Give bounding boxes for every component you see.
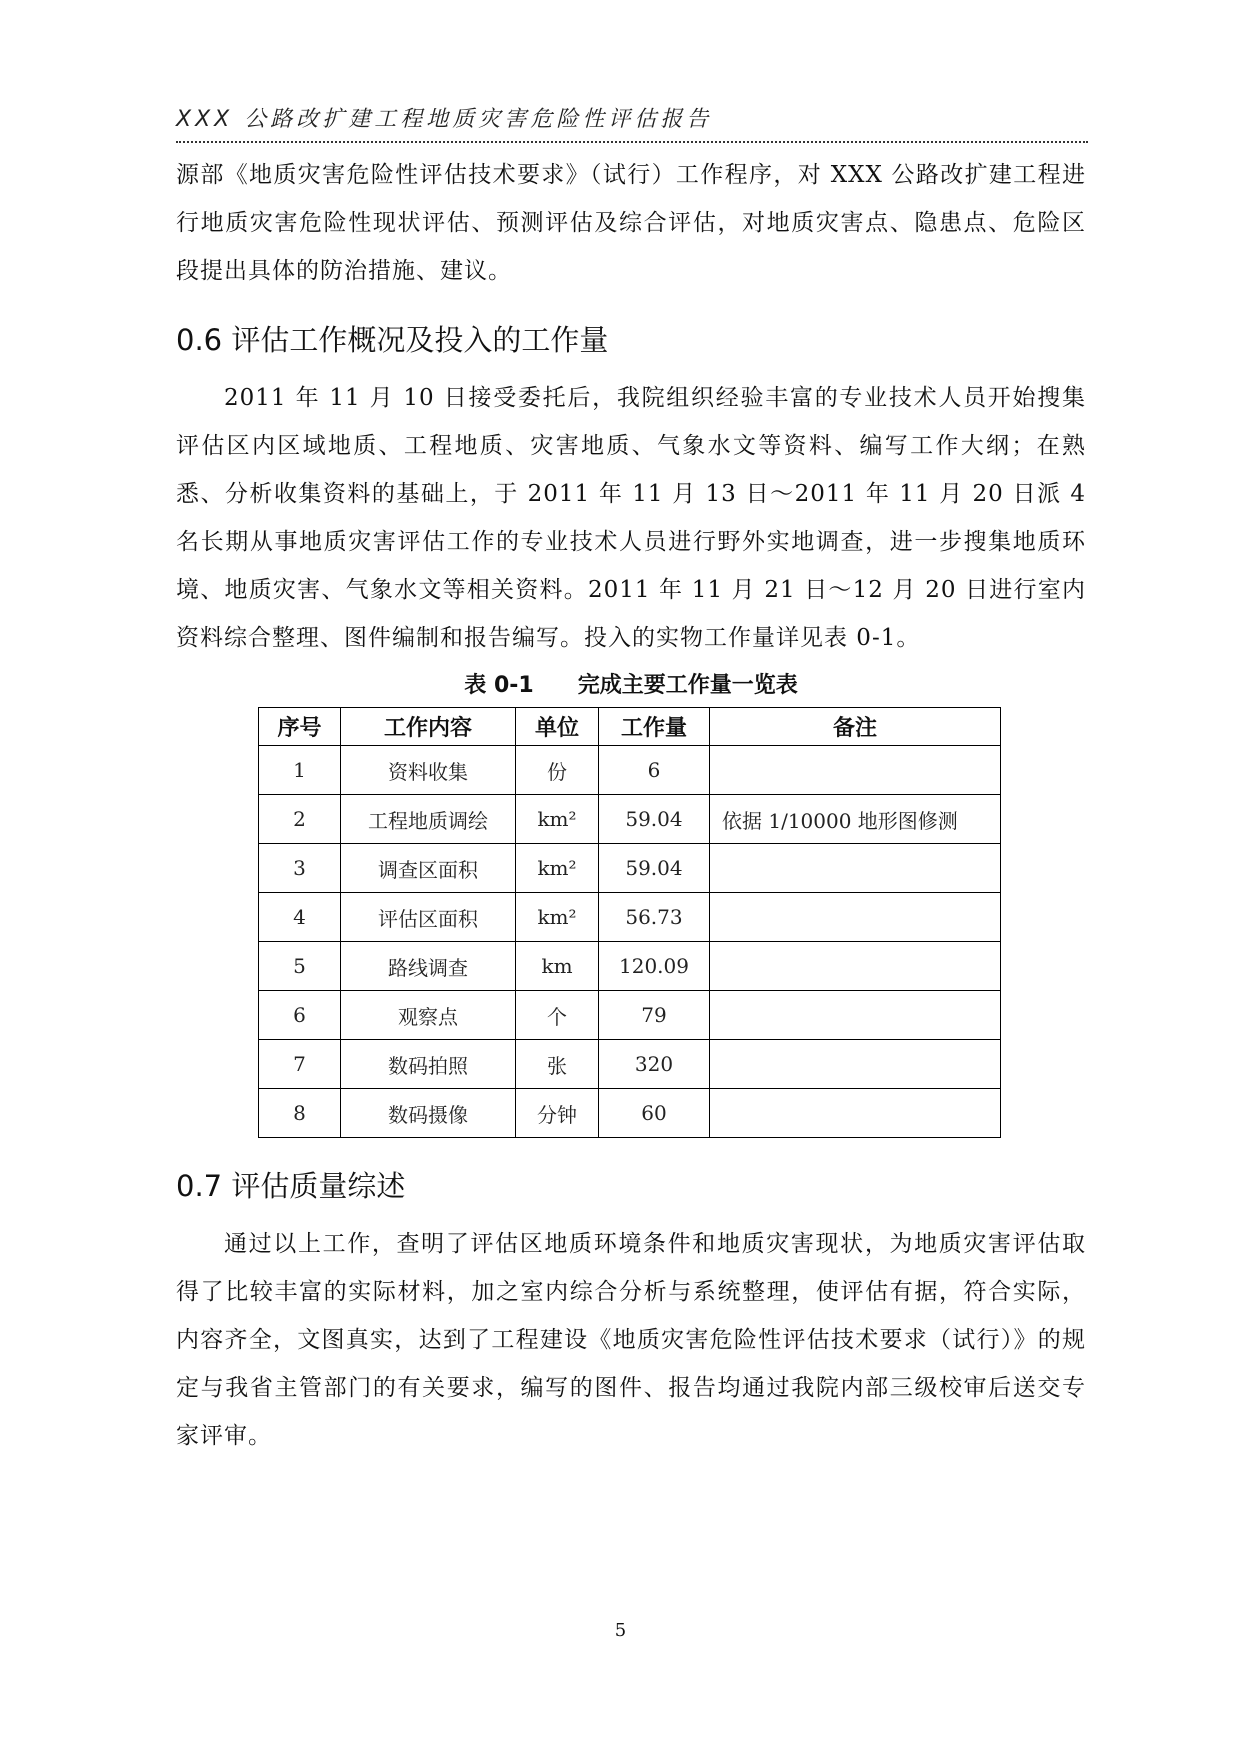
cell-index: 3 xyxy=(259,844,341,893)
table-row xyxy=(259,942,1001,991)
cell-remarks xyxy=(710,844,1001,893)
cell-content: 观察点 xyxy=(341,991,516,1040)
cell-content: 路线调查 xyxy=(341,942,516,991)
table-caption: 表 0-1 完成主要工作量一览表 xyxy=(464,673,798,698)
cell-index: 2 xyxy=(259,795,341,844)
cell-amount: 56.73 xyxy=(599,893,710,942)
cell-unit: 分钟 xyxy=(516,1089,599,1138)
cell-amount: 59.04 xyxy=(599,844,710,893)
cell-unit: 个 xyxy=(516,991,599,1040)
section-heading-0-6: 0.6 评估工作概况及投入的工作量 xyxy=(176,323,609,357)
cell-content: 数码拍照 xyxy=(341,1040,516,1089)
cell-unit: 张 xyxy=(516,1040,599,1089)
header-cell-remarks: 备注 xyxy=(710,708,1001,746)
table-row xyxy=(259,746,1001,795)
table-row xyxy=(259,795,1001,844)
running-header-title: XXX 公路改扩建工程地质灾害危险性评估报告 xyxy=(176,107,713,132)
cell-content: 调查区面积 xyxy=(341,844,516,893)
cell-index: 4 xyxy=(259,893,341,942)
section-0-6-paragraph: 2011 年 11 月 10 日接受委托后，我院组织经验丰富的专业技术人员开始搜集评估区内区域地质、工程地质、灾害地质、气象水文等资料、编写工作大纲；在熟悉、分析收集资料的基础上，于 2011 年 11 月 13 日～2011 年 11 月 20 日派 4 名长期从事地质灾害评估工作的专业技术人员进行野外实地调查，进一步搜集地质环境、地质灾害、气象水文等相关资料。2011 年 11 月 21 日～12 月 20 日进行室内资料综合整理、图件编制和报告编写。投入的实物工作量详见表 0-1。 xyxy=(176,385,1086,651)
intro-paragraph: 源部《地质灾害危险性评估技术要求》（试行）工作程序，对 XXX 公路改扩建工程进行地质灾害危险性现状评估、预测评估及综合评估，对地质灾害点、隐患点、危险区段提出具体的防治措施、建议。 xyxy=(176,162,1086,284)
cell-index: 5 xyxy=(259,942,341,991)
header-cell-content: 工作内容 xyxy=(341,708,516,746)
section-heading-0-7: 0.7 评估质量综述 xyxy=(176,1169,406,1203)
cell-content: 资料收集 xyxy=(341,746,516,795)
table-row xyxy=(259,991,1001,1040)
cell-index: 1 xyxy=(259,746,341,795)
cell-index: 7 xyxy=(259,1040,341,1089)
table-header-row xyxy=(259,708,1001,746)
cell-remarks: 依据 1/10000 地形图修测 xyxy=(710,795,1001,844)
cell-amount: 79 xyxy=(599,991,710,1040)
header-divider xyxy=(176,141,1088,143)
header-cell-unit: 单位 xyxy=(516,708,599,746)
table-row xyxy=(259,844,1001,893)
cell-amount: 320 xyxy=(599,1040,710,1089)
cell-content: 工程地质调绘 xyxy=(341,795,516,844)
cell-unit: km² xyxy=(516,893,599,942)
workload-table xyxy=(258,707,1001,1138)
cell-remarks xyxy=(710,991,1001,1040)
cell-content: 数码摄像 xyxy=(341,1089,516,1138)
cell-amount: 120.09 xyxy=(599,942,710,991)
cell-remarks xyxy=(710,1040,1001,1089)
cell-content: 评估区面积 xyxy=(341,893,516,942)
table-row xyxy=(259,1040,1001,1089)
cell-remarks xyxy=(710,942,1001,991)
cell-unit: km² xyxy=(516,844,599,893)
cell-remarks xyxy=(710,746,1001,795)
header-cell-index: 序号 xyxy=(259,708,341,746)
page-number: 5 xyxy=(614,1620,627,1641)
cell-amount: 60 xyxy=(599,1089,710,1138)
table-row xyxy=(259,893,1001,942)
cell-index: 8 xyxy=(259,1089,341,1138)
table-row xyxy=(259,1089,1001,1138)
cell-remarks xyxy=(710,893,1001,942)
cell-remarks xyxy=(710,1089,1001,1138)
header-cell-amount: 工作量 xyxy=(599,708,710,746)
section-0-7-paragraph: 通过以上工作，查明了评估区地质环境条件和地质灾害现状，为地质灾害评估取得了比较丰富的实际材料，加之室内综合分析与系统整理，使评估有据，符合实际，内容齐全，文图真实，达到了工程建设《地质灾害危险性评估技术要求（试行）》的规定与我省主管部门的有关要求，编写的图件、报告均通过我院内部三级校审后送交专家评审。 xyxy=(176,1231,1086,1449)
cell-amount: 59.04 xyxy=(599,795,710,844)
cell-index: 6 xyxy=(259,991,341,1040)
cell-unit: km xyxy=(516,942,599,991)
cell-amount: 6 xyxy=(599,746,710,795)
cell-unit: 份 xyxy=(516,746,599,795)
cell-unit: km² xyxy=(516,795,599,844)
